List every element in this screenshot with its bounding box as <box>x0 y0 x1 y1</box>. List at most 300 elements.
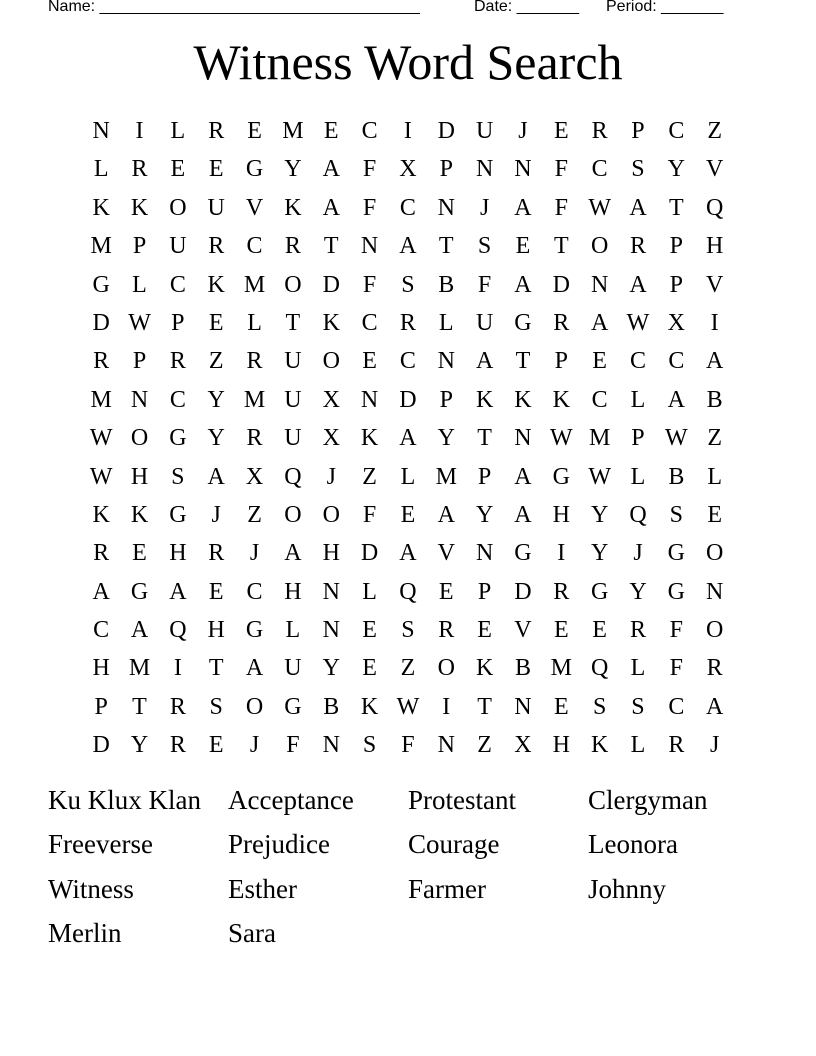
grid-letter: J <box>249 540 260 567</box>
grid-letter: D <box>514 578 532 605</box>
grid-letter: R <box>246 425 263 452</box>
grid-letter: E <box>208 309 224 336</box>
grid-letter: L <box>170 118 186 144</box>
grid-letter: E <box>323 118 339 144</box>
grid-letter: K <box>92 194 110 221</box>
grid-letter: L <box>438 309 454 336</box>
grid-letter: N <box>590 271 609 298</box>
grid-letter: J <box>249 732 260 759</box>
grid-letter: G <box>667 540 685 567</box>
grid-letter: F <box>362 501 377 528</box>
grid-letter: T <box>477 693 492 720</box>
grid-letter: P <box>94 693 108 720</box>
grid-letter: X <box>245 463 264 490</box>
grid-letter: S <box>477 233 492 260</box>
grid-letter: Y <box>130 732 149 759</box>
word-list-item: Acceptance <box>228 785 354 815</box>
grid-letter: A <box>629 194 647 221</box>
grid-letter: T <box>553 233 569 260</box>
grid-letter: K <box>475 386 494 413</box>
grid-letter: Q <box>590 655 609 682</box>
grid-letter: G <box>284 693 302 720</box>
grid-letter: E <box>208 732 224 759</box>
grid-letter: T <box>477 425 492 452</box>
grid-letter: N <box>322 617 340 644</box>
grid-letter: S <box>631 693 645 720</box>
grid-row <box>82 534 734 572</box>
grid-letter: A <box>706 693 724 720</box>
grid-letter: C <box>361 118 378 144</box>
word-list-item: Protestant <box>408 785 516 815</box>
grid-letter: P <box>439 156 453 183</box>
grid-letter: G <box>130 578 149 605</box>
grid-letter: T <box>515 348 531 375</box>
grid-letter: U <box>284 386 302 413</box>
grid-letter: E <box>553 617 569 644</box>
grid-letter: C <box>668 693 685 720</box>
word-list-item: Freeverse <box>48 829 153 860</box>
grid-letter: A <box>514 501 532 528</box>
grid-letter: C <box>668 348 685 375</box>
grid-letter: M <box>90 233 112 260</box>
grid-letter: B <box>514 655 531 682</box>
grid-letter: B <box>706 386 723 413</box>
grid-letter: A <box>399 425 417 452</box>
grid-letter: K <box>322 309 340 336</box>
page-title: Witness Word Search <box>193 34 623 90</box>
grid-letter: P <box>477 578 492 605</box>
grid-letter: P <box>554 348 568 375</box>
grid-letter: O <box>322 348 340 375</box>
grid-letter: A <box>667 386 685 413</box>
grid-letter: W <box>588 463 611 490</box>
grid-letter: R <box>668 732 685 759</box>
grid-letter: W <box>549 425 573 452</box>
grid-letter: N <box>322 732 340 759</box>
grid-letter: K <box>360 693 379 720</box>
grid-letter: J <box>633 540 643 567</box>
grid-letter: K <box>130 501 149 528</box>
grid-letter: L <box>630 463 646 490</box>
grid-letter: N <box>360 386 379 413</box>
grid-letter: O <box>590 233 609 260</box>
grid-letter: L <box>630 386 646 413</box>
grid-letter: R <box>399 309 416 336</box>
grid-letter: R <box>438 617 455 644</box>
grid-letter: W <box>128 309 151 336</box>
grid-letter: E <box>362 655 377 682</box>
grid-letter: Y <box>590 540 609 567</box>
grid-letter: A <box>207 463 225 490</box>
grid-letter: G <box>245 156 264 183</box>
grid-letter: O <box>322 501 340 528</box>
grid-letter: E <box>170 156 186 183</box>
grid-letter: G <box>169 425 187 452</box>
grid-letter: Z <box>477 732 492 759</box>
grid-letter: N <box>475 156 494 183</box>
grid-letter: D <box>322 271 340 298</box>
grid-letter: C <box>93 617 110 644</box>
grid-letter: V <box>706 271 724 298</box>
grid-letter: C <box>629 348 646 375</box>
grid-letter: E <box>477 617 492 644</box>
grid-letter: K <box>590 732 609 759</box>
grid-letter: U <box>475 118 494 144</box>
grid-letter: Q <box>629 501 647 528</box>
grid-letter: Q <box>169 617 187 644</box>
grid-letter: R <box>706 655 723 682</box>
grid-letter: O <box>706 540 724 567</box>
grid-letter: M <box>243 386 266 413</box>
grid-letter: C <box>169 271 186 298</box>
grid-letter: F <box>669 617 683 644</box>
grid-letter: B <box>438 271 455 298</box>
grid-letter: N <box>360 233 379 260</box>
grid-letter: D <box>92 309 110 336</box>
grid-letter: I <box>173 655 182 682</box>
grid-letter: P <box>631 118 645 144</box>
grid-letter: R <box>629 233 646 260</box>
grid-letter: H <box>207 617 225 644</box>
grid-letter: H <box>169 540 187 567</box>
grid-row <box>82 688 734 726</box>
grid-letter: A <box>245 655 264 682</box>
grid-letter: G <box>590 578 609 605</box>
grid-letter: Z <box>362 463 377 490</box>
grid-letter: N <box>130 386 149 413</box>
grid-letter: X <box>322 425 340 452</box>
grid-letter: E <box>208 578 224 605</box>
grid-letter: R <box>246 348 263 375</box>
grid-letter: D <box>92 732 110 759</box>
grid-letter: A <box>590 309 609 336</box>
grid-letter: K <box>552 386 570 413</box>
grid-letter: I <box>557 540 566 567</box>
grid-letter: L <box>630 655 646 682</box>
grid-row <box>82 419 734 457</box>
grid-letter: J <box>479 194 490 221</box>
grid-letter: U <box>284 425 302 452</box>
grid-letter: O <box>130 425 149 452</box>
grid-letter: N <box>437 348 455 375</box>
word-list-item: Esther <box>228 873 297 904</box>
grid-letter: R <box>131 156 148 183</box>
grid-letter: O <box>437 655 455 682</box>
grid-letter: Z <box>208 348 224 375</box>
grid-letter: M <box>90 386 112 413</box>
grid-letter: M <box>282 118 304 144</box>
grid-letter: D <box>437 118 455 144</box>
grid-letter: Q <box>284 463 302 490</box>
grid-letter: N <box>706 578 724 605</box>
grid-letter: S <box>209 693 223 720</box>
grid-letter: I <box>403 118 412 144</box>
grid-letter: A <box>130 617 149 644</box>
grid-letter: L <box>400 463 416 490</box>
grid-letter: N <box>514 693 532 720</box>
grid-letter: V <box>706 156 724 183</box>
grid-letter: G <box>169 501 187 528</box>
grid-letter: U <box>207 194 225 221</box>
grid-letter: I <box>135 118 144 144</box>
grid-letter: R <box>208 233 225 260</box>
grid-letter: E <box>132 540 147 567</box>
grid-row <box>82 649 734 687</box>
grid-letter: X <box>514 732 532 759</box>
grid-letter: R <box>284 233 301 260</box>
grid-letter: C <box>591 156 608 183</box>
grid-letter: W <box>588 194 611 221</box>
grid-letter: H <box>130 463 149 490</box>
grid-letter: F <box>362 271 377 298</box>
grid-letter: N <box>92 118 110 144</box>
grid-letter: C <box>399 348 416 375</box>
grid-letter: R <box>169 348 186 375</box>
grid-letter: K <box>514 386 532 413</box>
grid-letter: E <box>400 501 416 528</box>
grid-letter: A <box>514 194 532 221</box>
grid-letter: S <box>362 732 377 759</box>
grid-letter: C <box>668 118 685 144</box>
grid-letter: B <box>323 693 340 720</box>
grid-row <box>82 496 734 534</box>
grid-letter: H <box>284 578 302 605</box>
grid-letter: G <box>92 271 110 298</box>
name-label: Name: ____________________________________ <box>48 0 420 15</box>
word-list-item: Witness <box>48 873 134 904</box>
grid-letter: L <box>93 156 109 183</box>
grid-letter: K <box>92 501 110 528</box>
grid-row <box>82 266 734 304</box>
grid-letter: R <box>553 309 570 336</box>
grid-letter: S <box>171 463 185 490</box>
grid-letter: F <box>554 156 568 183</box>
grid-letter: W <box>89 463 113 490</box>
grid-letter: J <box>518 118 528 144</box>
grid-letter: S <box>401 617 415 644</box>
letter-grid <box>82 112 734 765</box>
grid-letter: E <box>515 233 531 260</box>
grid-letter: W <box>89 425 113 452</box>
grid-letter: S <box>669 501 683 528</box>
period-label: Period: _______ <box>606 0 724 15</box>
grid-letter: I <box>442 693 451 720</box>
grid-letter: O <box>706 617 724 644</box>
grid-letter: R <box>93 540 110 567</box>
grid-letter: E <box>247 118 262 144</box>
grid-letter: R <box>208 118 225 144</box>
grid-letter: D <box>552 271 570 298</box>
grid-row <box>82 342 734 380</box>
grid-letter: E <box>438 578 454 605</box>
grid-letter: K <box>284 194 302 221</box>
grid-letter: J <box>211 501 221 528</box>
grid-letter: L <box>362 578 377 605</box>
grid-row <box>82 611 734 649</box>
worksheet-header <box>48 0 748 20</box>
grid-letter: O <box>245 693 264 720</box>
grid-letter: V <box>245 194 264 221</box>
grid-letter: N <box>322 578 340 605</box>
grid-letter: W <box>665 425 688 452</box>
grid-letter: S <box>592 693 607 720</box>
grid-letter: G <box>245 617 264 644</box>
grid-letter: A <box>437 501 455 528</box>
grid-letter: A <box>475 348 494 375</box>
grid-letter: F <box>554 194 568 221</box>
grid-letter: H <box>552 501 570 528</box>
grid-letter: E <box>553 693 569 720</box>
grid-letter: S <box>631 156 645 183</box>
grid-letter: M <box>128 655 151 682</box>
grid-row <box>82 189 734 227</box>
grid-letter: Y <box>284 156 302 183</box>
grid-letter: H <box>322 540 340 567</box>
grid-letter: F <box>362 156 377 183</box>
word-list-item: Prejudice <box>228 829 330 860</box>
grid-letter: A <box>399 540 417 567</box>
grid-letter: X <box>667 309 685 336</box>
grid-letter: E <box>208 156 224 183</box>
grid-letter: U <box>169 233 187 260</box>
grid-letter: F <box>669 655 683 682</box>
grid-letter: Y <box>437 425 455 452</box>
grid-letter: R <box>169 693 186 720</box>
grid-letter: P <box>132 348 147 375</box>
grid-letter: E <box>362 617 377 644</box>
grid-letter: E <box>362 348 377 375</box>
grid-letter: V <box>437 540 455 567</box>
word-list-item: Clergyman <box>588 785 708 815</box>
grid-letter: M <box>243 271 266 298</box>
grid-letter: O <box>284 271 302 298</box>
grid-letter: P <box>132 233 147 260</box>
grid-letter: K <box>207 271 225 298</box>
grid-letter: H <box>92 655 110 682</box>
grid-row <box>82 112 734 150</box>
grid-letter: F <box>401 732 415 759</box>
grid-letter: W <box>396 693 420 720</box>
grid-row <box>82 726 734 764</box>
grid-letter: G <box>667 578 685 605</box>
grid-letter: Z <box>707 118 722 144</box>
grid-letter: W <box>626 309 650 336</box>
grid-letter: M <box>435 463 457 490</box>
grid-letter: T <box>438 233 454 260</box>
grid-row <box>82 227 734 265</box>
grid-letter: U <box>475 309 494 336</box>
grid-letter: H <box>706 233 724 260</box>
grid-letter: X <box>399 156 417 183</box>
grid-letter: R <box>208 540 225 567</box>
date-label: Date: _______ <box>474 0 579 15</box>
grid-letter: A <box>322 156 340 183</box>
grid-letter: Z <box>707 425 722 452</box>
grid-letter: Y <box>322 655 340 682</box>
word-list-item: Merlin <box>48 918 122 949</box>
grid-letter: T <box>323 233 339 260</box>
grid-letter: L <box>630 732 646 759</box>
grid-letter: F <box>286 732 300 759</box>
grid-letter: F <box>477 271 492 298</box>
grid-letter: P <box>439 386 453 413</box>
grid-letter: L <box>132 271 147 298</box>
grid-letter: S <box>401 271 415 298</box>
grid-letter: K <box>130 194 149 221</box>
grid-letter: A <box>92 578 110 605</box>
grid-letter: Q <box>706 194 724 221</box>
grid-letter: Z <box>247 501 262 528</box>
grid-letter: A <box>399 233 417 260</box>
grid-letter: A <box>706 348 724 375</box>
grid-letter: D <box>399 386 417 413</box>
grid-row <box>82 304 734 342</box>
grid-letter: M <box>550 655 572 682</box>
grid-row <box>82 381 734 419</box>
grid-letter: G <box>514 309 532 336</box>
grid-letter: C <box>246 578 263 605</box>
grid-letter: A <box>284 540 302 567</box>
grid-letter: Y <box>207 386 225 413</box>
grid-letter: Y <box>475 501 494 528</box>
grid-letter: L <box>247 309 262 336</box>
grid-letter: A <box>514 271 532 298</box>
grid-letter: P <box>477 463 492 490</box>
grid-letter: N <box>437 194 455 221</box>
grid-letter: N <box>437 732 455 759</box>
grid-letter: L <box>707 463 722 490</box>
grid-letter: K <box>475 655 494 682</box>
grid-letter: P <box>669 233 683 260</box>
grid-letter: X <box>322 386 340 413</box>
grid-letter: C <box>361 309 378 336</box>
grid-letter: O <box>284 501 302 528</box>
grid-letter: R <box>169 732 186 759</box>
grid-letter: G <box>514 540 532 567</box>
grid-letter: B <box>668 463 685 490</box>
grid-letter: Y <box>207 425 225 452</box>
grid-letter: I <box>710 309 719 336</box>
grid-letter: L <box>285 617 301 644</box>
grid-letter: P <box>171 309 185 336</box>
word-list-item: Leonora <box>588 829 678 860</box>
grid-letter: R <box>93 348 110 375</box>
grid-row <box>82 573 734 611</box>
grid-letter: Q <box>399 578 417 605</box>
grid-letter: E <box>592 617 607 644</box>
grid-letter: N <box>514 425 532 452</box>
grid-letter: G <box>552 463 570 490</box>
grid-letter: A <box>322 194 340 221</box>
grid-letter: R <box>553 578 570 605</box>
grid-letter: T <box>208 655 224 682</box>
grid-letter: C <box>169 386 186 413</box>
grid-letter: V <box>514 617 532 644</box>
grid-letter: Y <box>590 501 609 528</box>
grid-letter: U <box>284 655 302 682</box>
word-list-item: Johnny <box>588 873 667 904</box>
grid-letter: H <box>552 732 570 759</box>
grid-letter: Z <box>400 655 416 682</box>
word-list-item: Sara <box>228 918 276 949</box>
grid-letter: Y <box>667 156 685 183</box>
grid-letter: T <box>132 693 147 720</box>
grid-letter: P <box>669 271 683 298</box>
grid-letter: C <box>591 386 608 413</box>
grid-letter: C <box>246 233 263 260</box>
grid-letter: U <box>284 348 302 375</box>
word-list-item: Farmer <box>408 873 486 904</box>
